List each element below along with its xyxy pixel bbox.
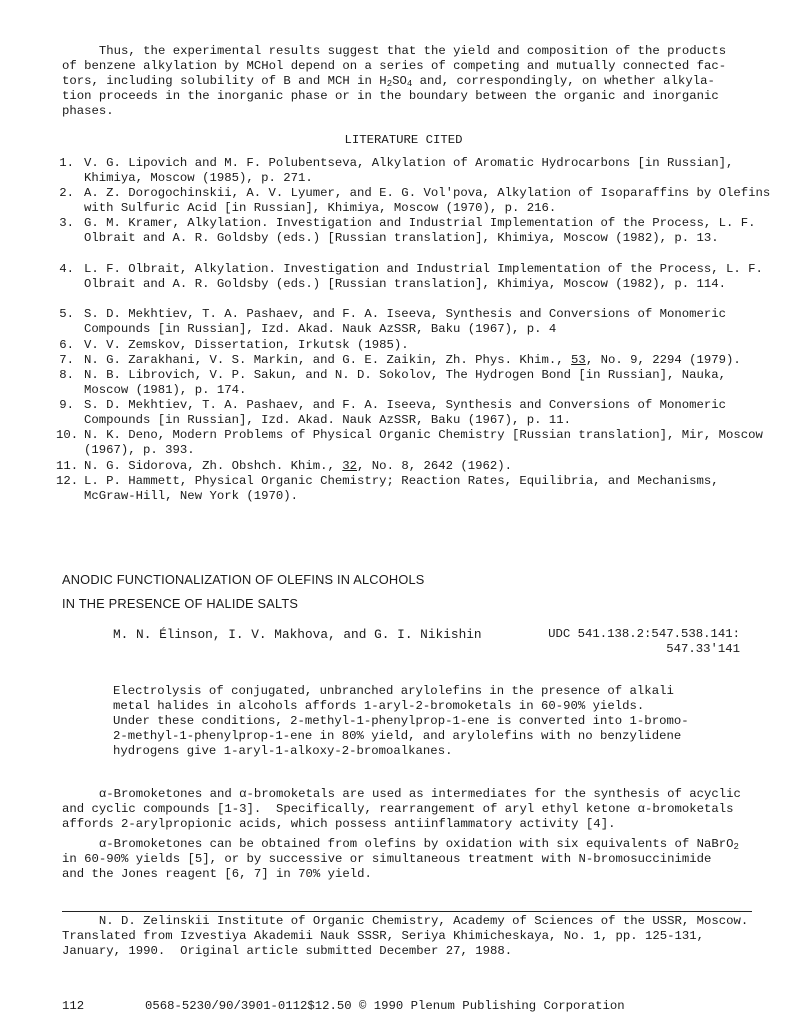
reference-text: A. Z. Dorogochinskii, A. V. Lyumer, and E. G. Vol'pova, Alkylation of Isoparaffins by Olefins with Sulfuric Acid [in Russian], Khimiya, Moscow (1970), p. 216.: [84, 186, 771, 215]
intro-paragraph: [62, 44, 762, 119]
udc-line-2: 547.33'141: [666, 642, 740, 656]
abstract-line: metal halides in alcohols affords 1-aryl-2-bromoketals in 60-90% yields.: [113, 699, 645, 713]
body-line: α-Bromoketones can be obtained from olefins by oxidation with six equivalents of NaBrO$_2$: [62, 837, 739, 852]
intro-line: tion proceeds in the inorganic phase or in the boundary between the organic and inorganic: [62, 89, 719, 103]
body-paragraph-2: [62, 837, 762, 882]
footnote-line: N. D. Zelinskii Institute of Organic Chemistry, Academy of Sciences of the USSR, Moscow.: [62, 914, 749, 928]
reference-number: 2.: [59, 186, 74, 200]
abstract-line: Electrolysis of conjugated, unbranched arylolefins in the presence of alkali: [113, 684, 674, 698]
footnote-line: January, 1990. Original article submitted December 27, 1988.: [62, 944, 513, 958]
intro-line: of benzene alkylation by MCHol depend on a series of competing and mutually connected fac-: [62, 59, 727, 73]
reference-text: N. G. Zarakhani, V. S. Markin, and G. E. Zaikin, Zh. Phys. Khim., 53, No. 9, 2294 (1979).: [84, 353, 741, 367]
abstract-line: hydrogens give 1-aryl-1-alkoxy-2-bromoalkanes.: [113, 744, 453, 758]
udc-line-1: UDC 541.138.2:547.538.141:: [548, 627, 740, 641]
reference-number: 3.: [59, 216, 74, 230]
article-title-line-2: IN THE PRESENCE OF HALIDE SALTS: [62, 596, 299, 611]
reference-text: N. K. Deno, Modern Problems of Physical Organic Chemistry [Russian translation], Mir, Moscow (1967), p. 393.: [84, 428, 763, 457]
udc-code: [540, 627, 740, 657]
footnote: [62, 914, 762, 959]
reference-text: S. D. Mekhtiev, T. A. Pashaev, and F. A. Iseeva, Synthesis and Conversions of Monomeric Compounds [in Russian], Izd. Akad. Nauk AzSSR, Baku (1967), p. 11.: [84, 398, 727, 427]
intro-line: Thus, the experimental results suggest that the yield and composition of the products: [62, 44, 727, 58]
abstract-line: 2-methyl-1-phenylprop-1-ene in 80% yield, and arylolefins with no benzylidene: [113, 729, 682, 743]
abstract: [113, 684, 733, 759]
footnote-rule: [62, 911, 752, 912]
reference-number: 4.: [59, 262, 74, 276]
reference-text: L. P. Hammett, Physical Organic Chemistry; Reaction Rates, Equilibria, and Mechanisms, McGraw-Hill, New York (1970).: [84, 474, 719, 503]
footnote-line: Translated from Izvestiya Akademii Nauk SSSR, Seriya Khimicheskaya, No. 1, pp. 125-131,: [62, 929, 705, 943]
reference-number: 8.: [59, 368, 74, 382]
literature-heading: LITERATURE CITED: [344, 133, 463, 147]
body-line: α-Bromoketones and α-bromoketals are used as intermediates for the synthesis of acyclic: [62, 787, 741, 801]
abstract-line: Under these conditions, 2-methyl-1-phenylprop-1-ene is converted into 1-bromo-: [113, 714, 689, 728]
body-line: in 60-90% yields [5], or by successive or simultaneous treatment with N-bromosuccinimide: [62, 852, 712, 866]
reference-text: V. G. Lipovich and M. F. Polubentseva, Alkylation of Aromatic Hydrocarbons [in Russian], Khimiya, Moscow (1985), p. 271.: [84, 156, 734, 185]
body-line: and cyclic compounds [1-3]. Specifically, rearrangement of aryl ethyl ketone α-bromoketals: [62, 802, 734, 816]
reference-text: L. F. Olbrait, Alkylation. Investigation and Industrial Implementation of the Process, L. F. Olbrait and A. R. Goldsby (eds.) [Russian translation], Khimiya, Moscow (1982), p. 114.: [84, 262, 763, 291]
reference-text: V. V. Zemskov, Dissertation, Irkutsk (1985).: [84, 338, 409, 352]
reference-number: 11.: [56, 459, 79, 473]
copyright-line: 0568-5230/90/3901-0112$12.50 © 1990 Plenum Publishing Corporation: [145, 999, 625, 1013]
reference-number: 6.: [59, 338, 74, 352]
reference-number: 10.: [56, 428, 79, 442]
reference-text: N. B. Librovich, V. P. Sakun, and N. D. Sokolov, The Hydrogen Bond [in Russian], Nauka, Moscow (1981), p. 174.: [84, 368, 727, 397]
authors: M. N. Élinson, I. V. Makhova, and G. I. Nikishin: [113, 627, 482, 642]
page-number: 112: [62, 999, 85, 1013]
body-paragraph-1: [62, 787, 762, 832]
reference-number: 9.: [59, 398, 74, 412]
reference-number: 1.: [59, 156, 74, 170]
body-line: affords 2-arylpropionic acids, which possess antiinflammatory activity [4].: [62, 817, 616, 831]
reference-number: 7.: [59, 353, 74, 367]
reference-text: S. D. Mekhtiev, T. A. Pashaev, and F. A. Iseeva, Synthesis and Conversions of Monomeric Compounds [in Russian], Izd. Akad. Nauk AzSSR, Baku (1967), p. 4: [84, 307, 727, 336]
intro-line: phases.: [62, 104, 114, 118]
reference-number: 12.: [56, 474, 79, 488]
reference-number: 5.: [59, 307, 74, 321]
article-title-line-1: ANODIC FUNCTIONALIZATION OF OLEFINS IN ALCOHOLS: [62, 572, 425, 587]
reference-text: N. G. Sidorova, Zh. Obshch. Khim., 32, No. 8, 2642 (1962).: [84, 459, 513, 473]
intro-line: tors, including solubility of B and MCH in $H_2SO_4$ and, correspondingly, on whether alkyla-: [62, 74, 715, 89]
body-line: and the Jones reagent [6, 7] in 70% yield.: [62, 867, 372, 881]
reference-text: G. M. Kramer, Alkylation. Investigation and Industrial Implementation of the Process, L. F. Olbrait and A. R. Goldsby (eds.) [Russian translation], Khimiya, Moscow (1982), p. 13.: [84, 216, 756, 245]
